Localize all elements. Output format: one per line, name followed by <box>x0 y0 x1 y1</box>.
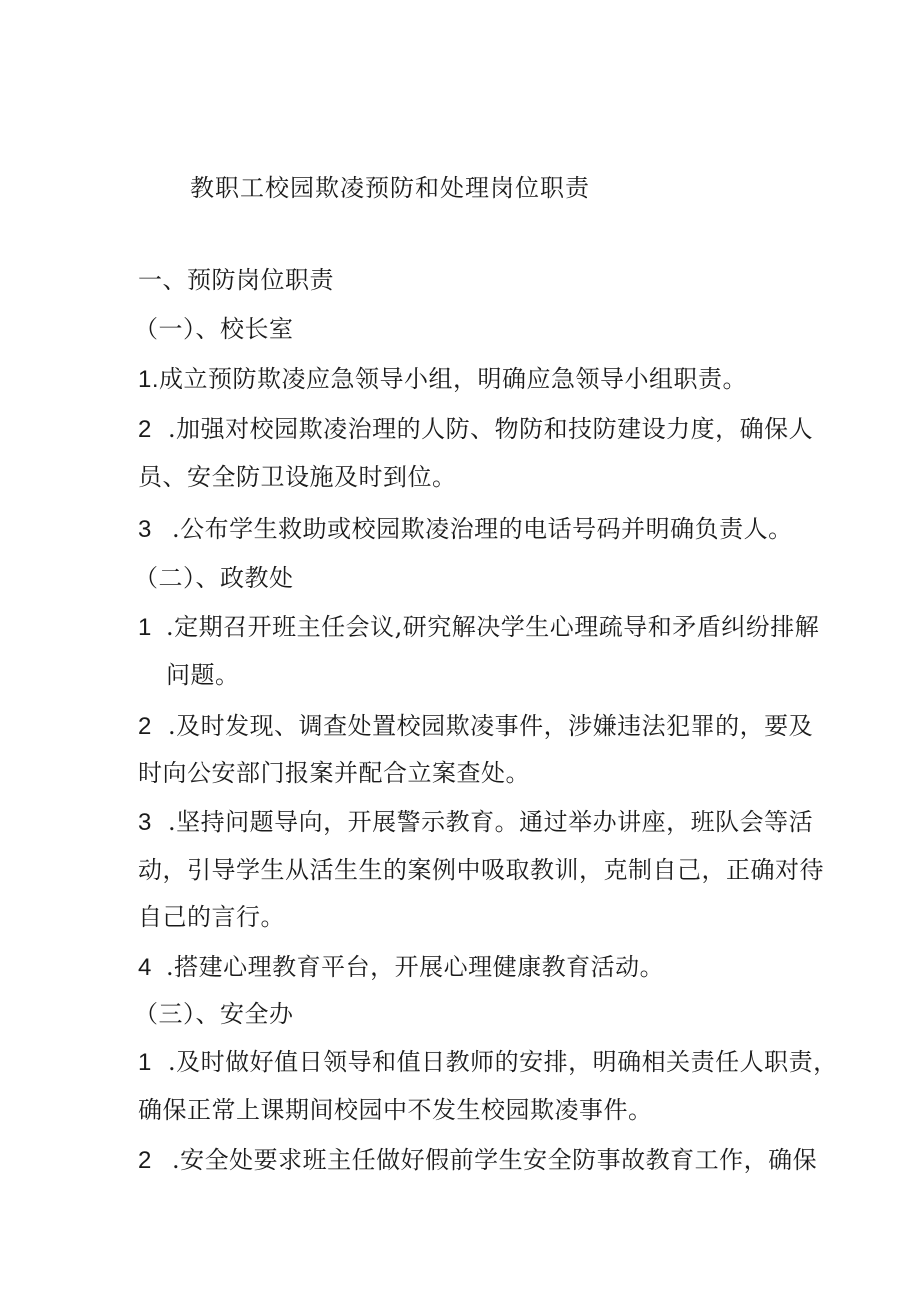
item-text: .加强对校园欺凌治理的人防、物防和技防建设力度，确保人 <box>168 415 814 443</box>
item-number: 1 <box>138 1049 152 1076</box>
item-text: .及时发现、调查处置校园欺凌事件，涉嫌违法犯罪的，要及 <box>168 712 814 740</box>
list-item <box>138 951 664 984</box>
document-title: 教职工校园欺凌预防和处理岗位职责 <box>190 174 590 202</box>
list-item <box>138 413 813 446</box>
item-text: .坚持问题导向，开展警示教育。通过举办讲座，班队会等活 <box>168 808 814 836</box>
item-text-continuation: 员、安全防卫设施及时到位。 <box>138 463 457 491</box>
list-item <box>138 363 747 396</box>
section-heading-prevention: 一、预防岗位职责 <box>138 266 334 294</box>
list-item <box>138 1144 817 1177</box>
item-text-continuation: 自己的言行。 <box>138 903 285 931</box>
item-number: 1 <box>138 614 152 641</box>
item-text: 成立预防欺凌应急领导小组，明确应急领导小组职责。 <box>159 365 748 393</box>
item-number: 1. <box>138 366 160 393</box>
item-text-continuation: 问题。 <box>166 661 240 689</box>
item-text: .公布学生救助或校园欺凌治理的电话号码并明确负责人。 <box>172 515 793 543</box>
item-number: 2 <box>138 416 152 443</box>
list-item <box>138 513 793 546</box>
item-text: .定期召开班主任会议,研究解决学生心理疏导和矛盾纠纷排解 <box>166 613 820 641</box>
item-number: 2 <box>138 1147 152 1174</box>
item-text: .搭建心理教育平台，开展心理健康教育活动。 <box>166 953 665 981</box>
subsection-heading-political-education-office: （二）、政教处 <box>134 564 294 592</box>
subsection-heading-principal-office: （一）、校长室 <box>134 315 294 343</box>
list-item <box>138 710 813 743</box>
item-text: .及时做好值日领导和值日教师的安排，明确相关责任人职责， <box>168 1048 838 1076</box>
item-number: 3 <box>138 809 152 836</box>
item-number: 2 <box>138 713 152 740</box>
item-text-continuation: 时向公安部门报案并配合立案查处。 <box>138 759 530 787</box>
item-number: 3 <box>138 516 152 543</box>
list-item <box>138 1046 838 1079</box>
item-text: .安全处要求班主任做好假前学生安全防事故教育工作，确保 <box>172 1146 818 1174</box>
subsection-heading-safety-office: （三）、安全办 <box>134 1000 294 1028</box>
item-number: 4 <box>138 954 152 981</box>
list-item <box>138 611 819 644</box>
list-item <box>138 806 813 839</box>
item-text-continuation: 确保正常上课期间校园中不发生校园欺凌事件。 <box>138 1096 653 1124</box>
item-text-continuation: 动，引导学生从活生生的案例中吸取教训，克制自己，正确对待 <box>138 856 824 884</box>
